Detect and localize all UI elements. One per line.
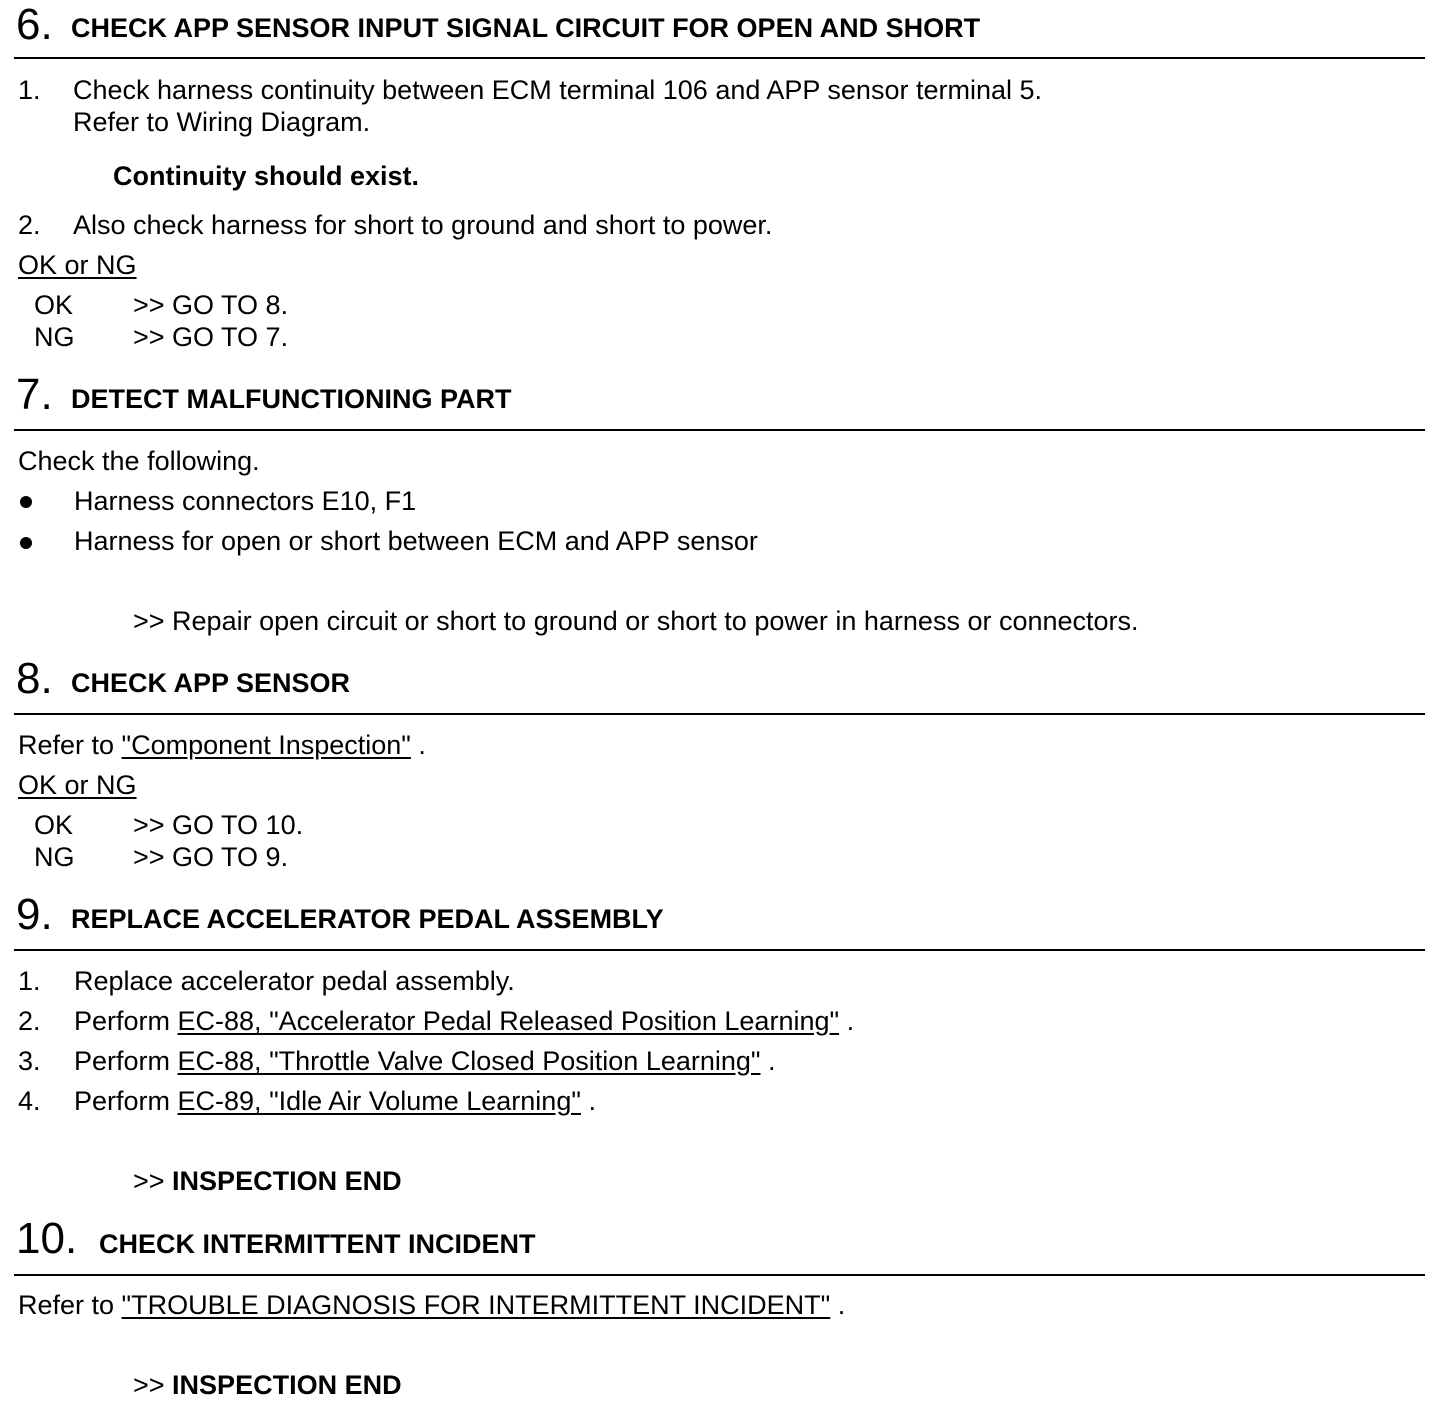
end-arrow: >> <box>133 1370 173 1400</box>
throttle-valve-learning-link[interactable]: EC-88, "Throttle Valve Closed Position Learning" <box>177 1046 761 1076</box>
end-text: INSPECTION END <box>172 1166 402 1196</box>
intermittent-incident-link[interactable]: "TROUBLE DIAGNOSIS FOR INTERMITTENT INCIDENT" <box>121 1290 831 1320</box>
step-title-10: CHECK INTERMITTENT INCIDENT <box>99 1229 536 1259</box>
step-index: 4. <box>18 1086 41 1116</box>
step-number-10: 10. <box>16 1214 78 1263</box>
step-number-6: 6. <box>16 0 53 49</box>
intro-text: Check the following. <box>18 446 260 476</box>
result-code-ok: OK <box>34 810 74 840</box>
step-suffix: . <box>580 1086 596 1116</box>
step-text: Replace accelerator pedal assembly. <box>74 966 515 996</box>
end-arrow: >> <box>133 1166 173 1196</box>
judgement-label: OK or NG <box>18 770 137 800</box>
section-divider <box>14 713 1425 715</box>
result-code-ok: OK <box>34 290 74 320</box>
step-prefix: Perform <box>74 1006 178 1036</box>
step-index: 2. <box>18 210 41 240</box>
end-text: INSPECTION END <box>172 1370 402 1400</box>
result-action-ok: >> GO TO 10. <box>133 810 304 840</box>
step-text <box>74 1008 854 1035</box>
step-index: 3. <box>18 1046 41 1076</box>
spec-statement: Continuity should exist. <box>113 161 420 191</box>
step-number-8: 8. <box>16 654 53 703</box>
step-number-7: 7. <box>16 370 53 419</box>
inspection-end <box>133 1168 402 1195</box>
result-action: >> Repair open circuit or short to ground or short to power in harness or connectors. <box>133 606 1139 636</box>
result-code-ng: NG <box>34 322 75 352</box>
bullet-item: Harness for open or short between ECM and APP sensor <box>74 526 758 556</box>
step-number-9: 9. <box>16 890 53 939</box>
step-prefix: Perform <box>74 1046 178 1076</box>
idle-air-volume-learning-link[interactable]: EC-89, "Idle Air Volume Learning" <box>177 1086 581 1116</box>
section-divider <box>14 1274 1425 1276</box>
step-text <box>74 1088 596 1115</box>
refer-line <box>18 732 426 759</box>
step-title-8: CHECK APP SENSOR <box>71 668 351 698</box>
step-index: 1. <box>18 75 41 105</box>
refer-suffix: . <box>410 730 426 760</box>
step-suffix: . <box>760 1046 776 1076</box>
result-action-ng: >> GO TO 7. <box>133 322 289 352</box>
judgement-label: OK or NG <box>18 250 137 280</box>
step-text: Check harness continuity between ECM terminal 106 and APP sensor terminal 5. <box>73 75 1043 105</box>
result-code-ng: NG <box>34 842 75 872</box>
bullet-icon <box>20 496 32 508</box>
step-text-continued: Refer to Wiring Diagram. <box>73 107 371 137</box>
result-action-ng: >> GO TO 9. <box>133 842 289 872</box>
inspection-end <box>133 1372 402 1399</box>
refer-prefix: Refer to <box>18 730 122 760</box>
step-title-6: CHECK APP SENSOR INPUT SIGNAL CIRCUIT FOR OPEN AND SHORT <box>71 13 981 43</box>
refer-suffix: . <box>830 1290 846 1320</box>
refer-line <box>18 1292 845 1319</box>
accelerator-pedal-learning-link[interactable]: EC-88, "Accelerator Pedal Released Position Learning" <box>177 1006 840 1036</box>
section-divider <box>14 429 1425 431</box>
bullet-item: Harness connectors E10, F1 <box>74 486 417 516</box>
bullet-icon <box>20 537 32 549</box>
component-inspection-link[interactable]: "Component Inspection" <box>121 730 411 760</box>
step-index: 2. <box>18 1006 41 1036</box>
step-title-7: DETECT MALFUNCTIONING PART <box>71 384 512 414</box>
step-index: 1. <box>18 966 41 996</box>
result-action-ok: >> GO TO 8. <box>133 290 289 320</box>
section-divider <box>14 949 1425 951</box>
step-prefix: Perform <box>74 1086 178 1116</box>
step-title-9: REPLACE ACCELERATOR PEDAL ASSEMBLY <box>71 904 664 934</box>
refer-prefix: Refer to <box>18 1290 122 1320</box>
step-text <box>74 1048 776 1075</box>
step-suffix: . <box>839 1006 855 1036</box>
step-text: Also check harness for short to ground and short to power. <box>73 210 773 240</box>
section-divider <box>14 57 1425 59</box>
